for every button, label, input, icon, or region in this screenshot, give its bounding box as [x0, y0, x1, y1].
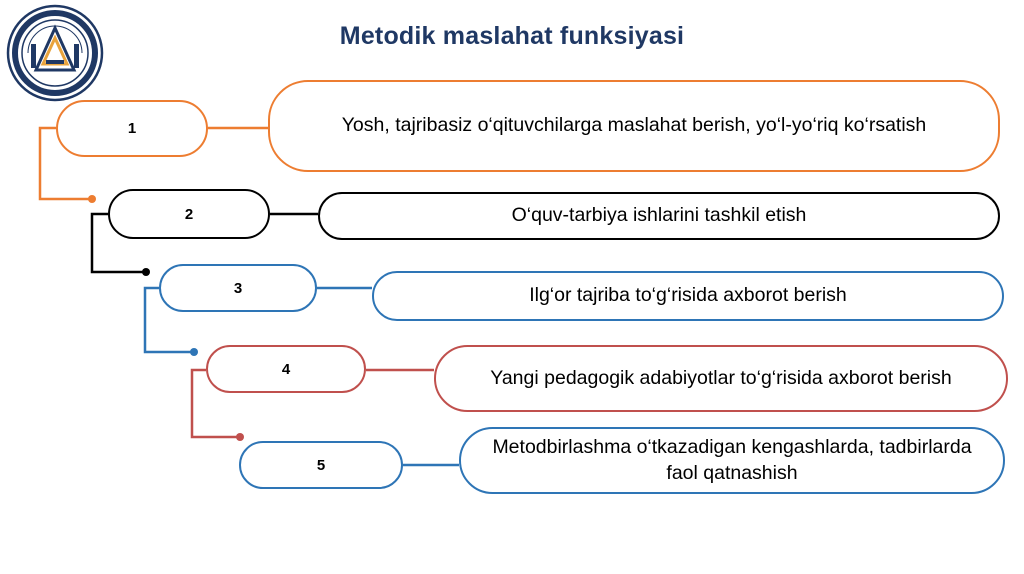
step-text-3: Ilg‘or tajriba to‘g‘risida axborot berish	[372, 271, 1004, 321]
step-number-4: 4	[206, 345, 366, 393]
step-number-5: 5	[239, 441, 403, 489]
step-text-1: Yosh, tajribasiz o‘qituvchilarga maslahat berish, yo‘l-yo‘riq ko‘rsatish	[268, 80, 1000, 172]
step-number-2: 2	[108, 189, 270, 239]
university-emblem-logo	[6, 4, 104, 102]
step-text-5: Metodbirlashma o‘tkazadigan kengashlarda, tadbirlarda faol qatnashish	[459, 427, 1005, 494]
step-number-1: 1	[56, 100, 208, 157]
step-text-2: O‘quv-tarbiya ishlarini tashkil etish	[318, 192, 1000, 240]
step-text-4: Yangi pedagogik adabiyotlar to‘g‘risida axborot berish	[434, 345, 1008, 412]
page-title: Metodik maslahat funksiyasi	[339, 22, 685, 50]
step-number-3: 3	[159, 264, 317, 312]
